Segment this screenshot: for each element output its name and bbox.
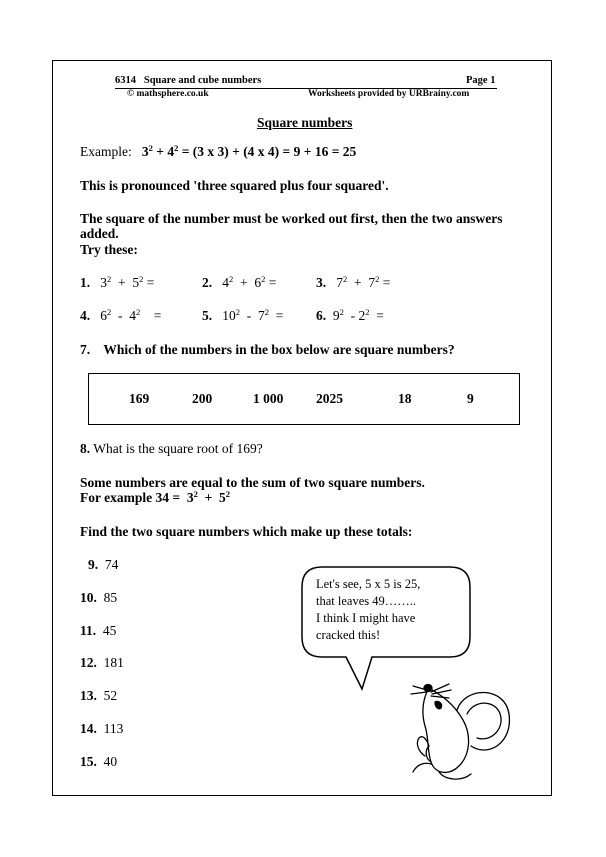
list-item — [80, 590, 117, 606]
example-rest: = (3 x 3) + (4 x 4) = 9 + 16 = 25 — [181, 144, 357, 159]
question-number: 2. — [202, 275, 213, 290]
question-number: 1. — [80, 275, 91, 290]
question-6 — [316, 308, 384, 324]
question-1 — [80, 275, 154, 291]
question-2 — [202, 275, 276, 291]
page-number: Page 1 — [466, 75, 496, 86]
sum-example — [80, 490, 230, 506]
example-base-a: 3 — [141, 144, 149, 159]
box-number: 2025 — [316, 391, 343, 406]
equals: = — [376, 308, 384, 323]
base: 5 — [219, 490, 226, 505]
operator: + — [354, 275, 362, 290]
total-value: 113 — [103, 721, 124, 736]
total-value: 40 — [103, 754, 118, 769]
list-item — [80, 721, 123, 737]
number-box — [88, 373, 520, 425]
exponent: 2 — [107, 274, 112, 284]
equals: = — [268, 275, 277, 290]
speech-line: cracked this! — [316, 628, 381, 642]
operator: + — [118, 275, 126, 290]
question-5 — [202, 308, 283, 324]
question-3 — [316, 275, 390, 291]
base: 6 — [254, 275, 262, 290]
question-number: 15. — [80, 754, 97, 769]
base: 3 — [186, 490, 194, 505]
exponent: 2 — [107, 307, 112, 317]
total-value: 85 — [103, 590, 118, 605]
base: 7 — [336, 275, 343, 290]
base: 7 — [258, 308, 265, 323]
speech-bubble-text — [316, 576, 420, 644]
base: 10 — [222, 308, 236, 323]
operator: + — [204, 490, 213, 505]
base: 4 — [222, 275, 229, 290]
equals: = — [153, 308, 162, 323]
total-value: 45 — [102, 623, 117, 638]
question-8 — [80, 441, 263, 457]
exponent: 2 — [365, 307, 370, 317]
total-value: 52 — [103, 688, 118, 703]
exponent: 2 — [139, 274, 144, 284]
example-exp-a: 2 — [148, 143, 153, 153]
list-item — [80, 688, 117, 704]
question-number: 9. — [88, 557, 99, 572]
sum-intro: Some numbers are equal to the sum of two square numbers. — [80, 475, 425, 490]
example-base-b: 4 — [167, 144, 175, 159]
square-rule-line2: added. — [80, 226, 119, 241]
question-number: 12. — [80, 655, 97, 670]
exponent: 2 — [136, 307, 141, 317]
question-7 — [80, 342, 455, 358]
try-these: Try these: — [80, 242, 138, 257]
question-number: 4. — [80, 308, 91, 323]
total-value: 181 — [103, 655, 124, 670]
operator: - — [350, 308, 356, 323]
operator: + — [240, 275, 248, 290]
box-number: 169 — [129, 391, 150, 406]
example-line — [80, 144, 356, 160]
section-title: Square numbers — [257, 115, 353, 130]
list-item — [80, 623, 116, 639]
exponent: 2 — [343, 274, 348, 284]
worksheet-title: Square and cube numbers — [143, 75, 262, 86]
speech-line: I think I might have — [316, 611, 416, 625]
worksheet-code: 6314 — [115, 75, 136, 86]
question-number: 5. — [202, 308, 213, 323]
exponent: 2 — [261, 274, 266, 284]
base: 4 — [129, 308, 136, 323]
question-number: 10. — [80, 590, 97, 605]
total-value: 74 — [104, 557, 119, 572]
mouse-illustration — [405, 680, 515, 785]
example-exp-b: 2 — [174, 143, 179, 153]
find-intro: Find the two square numbers which make up these totals: — [80, 524, 413, 539]
base: 3 — [100, 275, 107, 290]
base: 7 — [368, 275, 376, 290]
exponent: 2 — [339, 307, 344, 317]
example-label: Example: — [80, 144, 132, 159]
question-number: 13. — [80, 688, 97, 703]
speech-line: Let's see, 5 x 5 is 25, — [316, 577, 421, 591]
copyright: © mathsphere.co.uk — [127, 89, 209, 99]
exponent: 2 — [264, 307, 269, 317]
worksheet-header — [115, 75, 261, 86]
exponent: 2 — [193, 489, 198, 499]
pronounce-text: This is pronounced 'three squared plus four squared'. — [80, 178, 389, 193]
equals: = — [382, 275, 391, 290]
question-number: 6. — [316, 308, 327, 323]
question-text: Which of the numbers in the box below are square numbers? — [103, 342, 455, 357]
base: 9 — [332, 308, 340, 323]
box-number: 1 000 — [253, 391, 284, 406]
provider: Worksheets provided by URBrainy.com — [308, 89, 470, 99]
list-item — [80, 655, 124, 671]
box-number: 9 — [467, 391, 474, 406]
question-text: What is the square root of 169? — [93, 441, 263, 456]
base: 6 — [100, 308, 107, 323]
question-number: 7. — [80, 342, 91, 357]
exponent: 2 — [229, 274, 234, 284]
speech-line: that leaves 49…….. — [316, 594, 416, 608]
equals: = — [146, 275, 155, 290]
question-number: 8. — [80, 441, 91, 456]
exponent: 2 — [225, 489, 231, 499]
question-number: 11. — [80, 623, 97, 638]
question-number: 14. — [80, 721, 97, 736]
base: 2 — [358, 308, 366, 323]
sum-example-prefix: For example 34 = — [80, 490, 181, 505]
question-number: 3. — [316, 275, 327, 290]
list-item — [88, 557, 118, 573]
exponent: 2 — [375, 274, 380, 284]
example-plus: + — [156, 144, 164, 159]
base: 5 — [132, 275, 140, 290]
box-number: 200 — [192, 391, 213, 406]
operator: - — [118, 308, 123, 323]
exponent: 2 — [235, 307, 240, 317]
question-4 — [80, 308, 161, 324]
equals: = — [275, 308, 284, 323]
box-number: 18 — [398, 391, 412, 406]
list-item — [80, 754, 117, 770]
square-rule-line1: The square of the number must be worked out first, then the two answers — [80, 211, 503, 226]
operator: - — [246, 308, 252, 323]
